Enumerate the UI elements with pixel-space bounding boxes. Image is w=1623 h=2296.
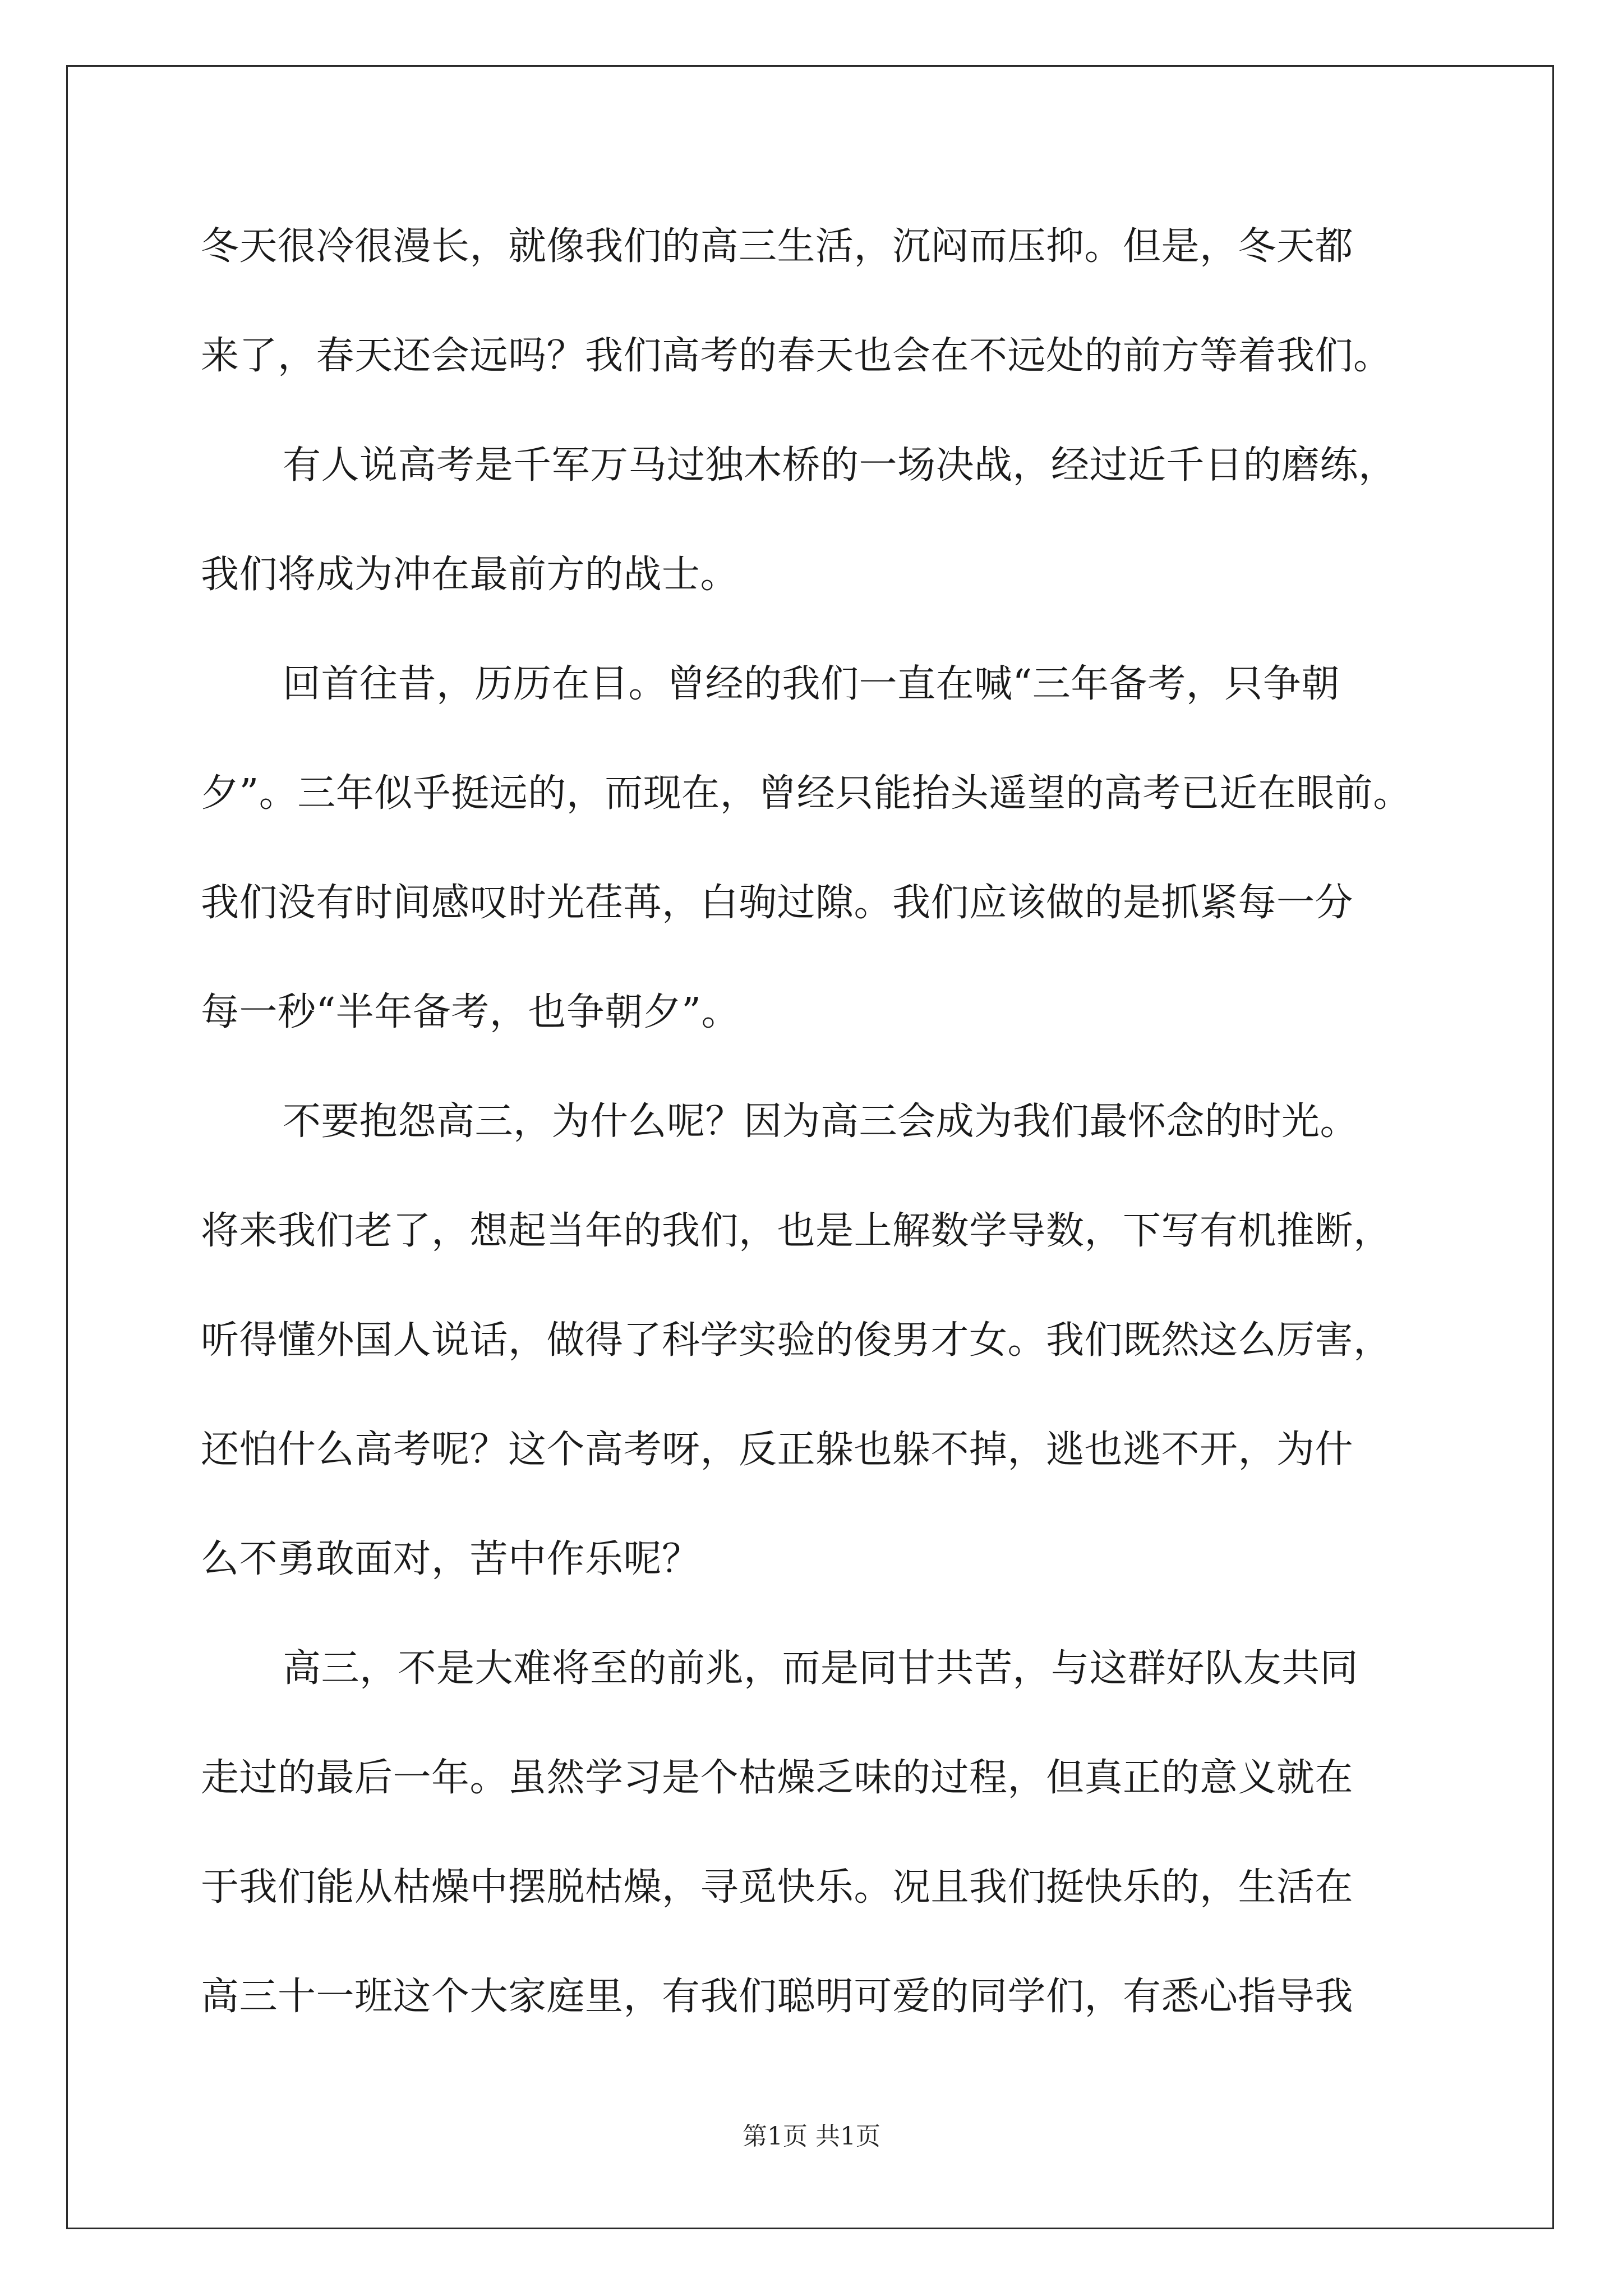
- text-line: 不要抱怨高三，为什么呢？因为高三会成为我们最怀念的时光。: [283, 1099, 1359, 1144]
- text-line: 冬天很冷很漫长，就像我们的高三生活，沉闷而压抑。但是，冬天都: [201, 224, 1354, 269]
- text-line: 有人说高考是千军万马过独木桥的一场决战，经过近千日的磨练，: [283, 443, 1397, 487]
- text-line: 夕”。三年似乎挺远的，而现在，曾经只能抬头遥望的高考已近在眼前。: [201, 771, 1412, 816]
- text-line: 么不勇敢面对，苦中作乐呢？: [201, 1537, 700, 1581]
- text-line: 来了，春天还会远吗？我们高考的春天也会在不远处的前方等着我们。: [201, 334, 1392, 378]
- page-number: 第1页 共1页: [743, 2122, 880, 2151]
- text-line: 于我们能从枯燥中摆脱枯燥，寻觅快乐。况且我们挺快乐的，生活在: [201, 1865, 1354, 1910]
- text-line: 每一秒“半年备考，也争朝夕”。: [201, 990, 740, 1034]
- text-line: 高三，不是大难将至的前兆，而是同甘共苦，与这群好队友共同: [283, 1646, 1359, 1691]
- page-footer: [0, 2116, 1623, 2152]
- text-line: 回首往昔，历历在目。曾经的我们一直在喊“三年备考，只争朝: [283, 662, 1340, 706]
- text-line: 高三十一班这个大家庭里，有我们聪明可爱的同学们，有悉心指导我: [201, 1975, 1354, 2019]
- text-line: 听得懂外国人说话，做得了科学实验的俊男才女。我们既然这么厉害，: [201, 1318, 1392, 1363]
- document-body: [201, 219, 1423, 2078]
- text-line: 将来我们老了，想起当年的我们，也是上解数学导数，下写有机推断，: [201, 1209, 1392, 1253]
- text-line: 还怕什么高考呢？这个高考呀，反正躲也躲不掉，逃也逃不开，为什: [201, 1428, 1354, 1472]
- text-line: 走过的最后一年。虽然学习是个枯燥乏味的过程，但真正的意义就在: [201, 1756, 1354, 1800]
- text-line: 我们没有时间感叹时光荏苒，白驹过隙。我们应该做的是抓紧每一分: [201, 881, 1354, 925]
- text-line: 我们将成为冲在最前方的战士。: [201, 553, 739, 597]
